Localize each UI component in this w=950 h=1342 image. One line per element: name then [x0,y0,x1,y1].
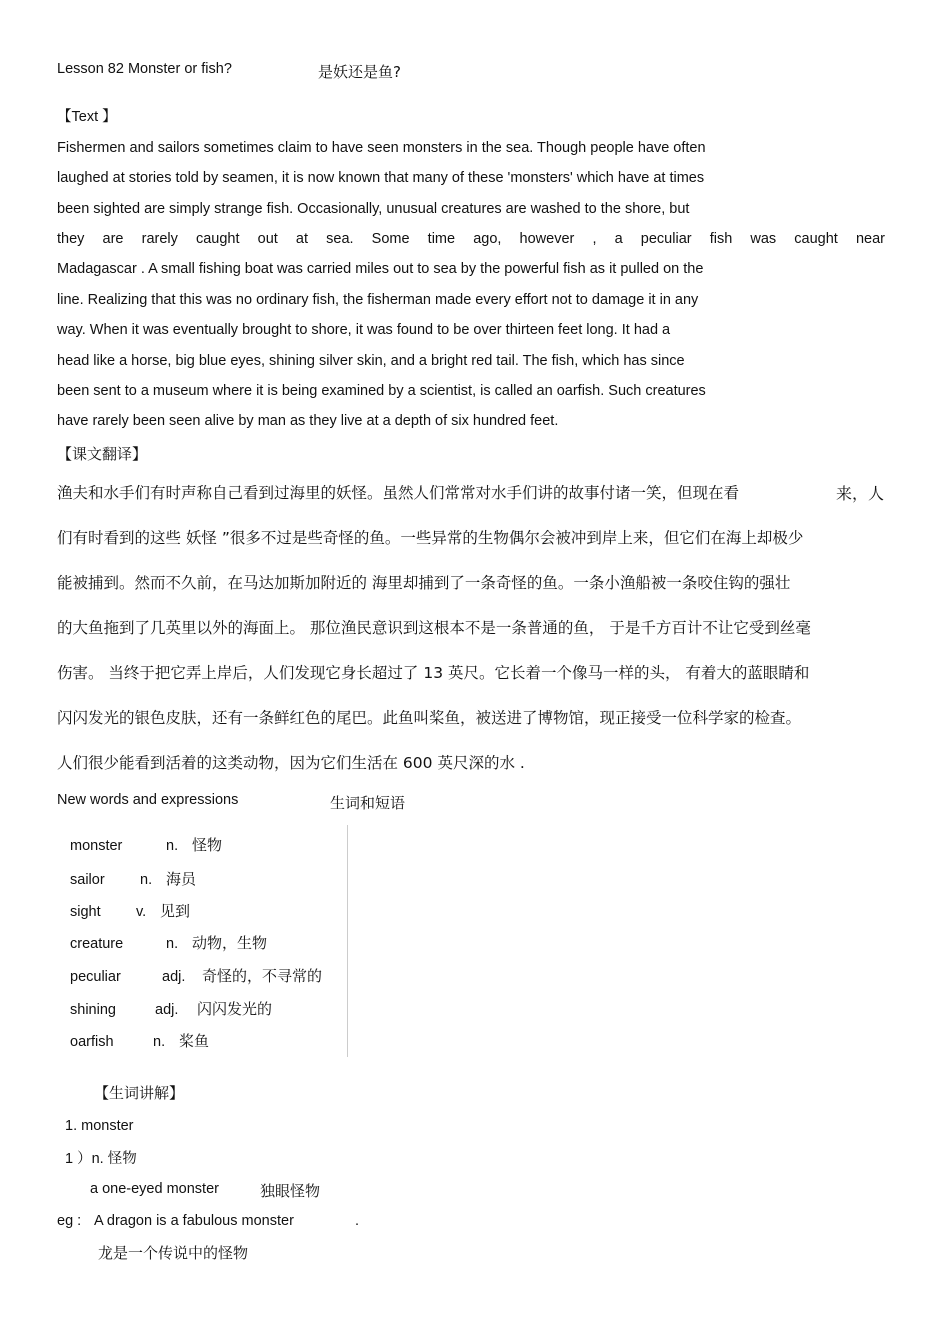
text-line: line. Realizing that this was no ordinary fish, the fisherman made every effort not to damage it in any [57,292,699,308]
vocab-word: sailor [70,872,105,888]
vocab-word: creature [70,936,124,952]
vocab-pos: adj. [162,969,186,985]
translation-line: 的大鱼拖到了几英里以外的海面上。 那位渔民意识到这根本不是一条普通的鱼， 于是千方百计不让它受到丝毫 [57,619,811,637]
text-line: Madagascar . A small fishing boat was carried miles out to sea by the powerful fish as it pulled on the [57,261,704,277]
vocab-row [70,1030,209,1051]
vocab-row [70,998,272,1019]
lesson-title: Lesson 82 Monster or fish? [57,61,232,77]
vocab-meaning: 见到 [160,902,191,920]
example-period: . [355,1213,360,1229]
vocab-row [70,965,322,986]
explanation-entry-title: 1. monster [65,1118,134,1134]
explanation-section-label: 【生词讲解】 [94,1084,185,1102]
text-line: been sent to a museum where it is being examined by a scientist, is called an oarfish. Such creatures [57,383,706,399]
translation-line: 闪闪发光的银色皮肤，还有一条鲜红色的尾巴。此鱼叫桨鱼，被送进了博物馆，现正接受一位科学家的检查。 [57,709,802,727]
translation-line: 伤害。 当终于把它弄上岸后，人们发现它身长超过了 13 英尺。它长着一个像马一样的头， 有着大的蓝眼睛和 [57,664,810,682]
vocab-word: peculiar [70,969,121,985]
vocab-pos: adj. [155,1002,179,1018]
vocab-section-title: New words and expressions [57,792,239,808]
explanation-sense: 1 ）n. 怪物 [65,1151,137,1167]
vocab-pos: v. [136,904,147,920]
vocab-word: monster [70,838,123,854]
translation-section-label: 【课文翻译】 [57,445,148,463]
explanation-phrase-zh: 独眼怪物 [260,1182,321,1200]
vocab-pos: n. [140,872,153,888]
vocab-pos: n. [166,936,179,952]
vocab-row [70,900,190,921]
vocab-pos: n. [153,1034,166,1050]
example-zh: 龙是一个传说中的怪物 [98,1244,249,1262]
vocab-meaning: 桨鱼 [179,1032,210,1050]
translation-line: 能被捕到。然而不久前，在马达加斯加附近的 海里却捕到了一条奇怪的鱼。一条小渔船被一条咬住钩的强壮 [57,574,791,592]
text-line: laughed at stories told by seamen, it is now known that many of these 'monsters' which have at times [57,170,705,186]
vocab-word: shining [70,1002,116,1018]
text-line: have rarely been seen alive by man as they live at a depth of six hundred feet. [57,413,559,429]
vocab-meaning: 奇怪的，不寻常的 [202,967,323,985]
vocab-section-title-zh: 生词和短语 [330,794,406,812]
translation-line: 们有时看到的这些 妖怪 ”很多不过是些奇怪的鱼。一些异常的生物偶尔会被冲到岸上来，但它们在海上却极少 [57,529,804,547]
vocab-meaning: 动物，生物 [192,934,268,952]
vocab-row [70,834,222,855]
translation-line: 来，人 [836,484,885,503]
lesson-title-zh: 是妖还是鱼? [318,63,401,81]
text-line: Fishermen and sailors sometimes claim to have seen monsters in the sea. Though people have often [57,140,706,156]
translation-line: 渔夫和水手们有时声称自己看到过海里的妖怪。虽然人们常常对水手们讲的故事付诸一笑，但现在看 [57,484,740,502]
vocab-meaning: 怪物 [192,836,223,854]
text-line: been sighted are simply strange fish. Occasionally, unusual creatures are washed to the shore, but [57,201,690,217]
vocab-row [70,868,196,889]
example-en: A dragon is a fabulous monster [94,1213,294,1229]
example-label: eg : [57,1213,82,1229]
translation-line: 人们很少能看到活着的这类动物，因为它们生活在 600 英尺深的水 . [57,754,525,772]
text-line: way. When it was eventually brought to shore, it was found to be over thirteen feet long. It had a [57,322,671,338]
text-line: they are rarely caught out at sea. Some time ago, however , a peculiar fish was caught near [57,231,885,247]
text-section-label: 【Text 】 [57,109,117,125]
vocab-word: oarfish [70,1034,114,1050]
vocab-row [70,932,267,953]
vocab-word: sight [70,904,101,920]
vocab-pos: n. [166,838,179,854]
vocab-divider [347,825,348,1057]
explanation-phrase-en: a one-eyed monster [90,1181,219,1197]
vocab-meaning: 闪闪发光的 [197,1000,273,1018]
vocab-meaning: 海员 [166,870,197,888]
text-line: head like a horse, big blue eyes, shining silver skin, and a bright red tail. The fish, which has since [57,353,685,369]
